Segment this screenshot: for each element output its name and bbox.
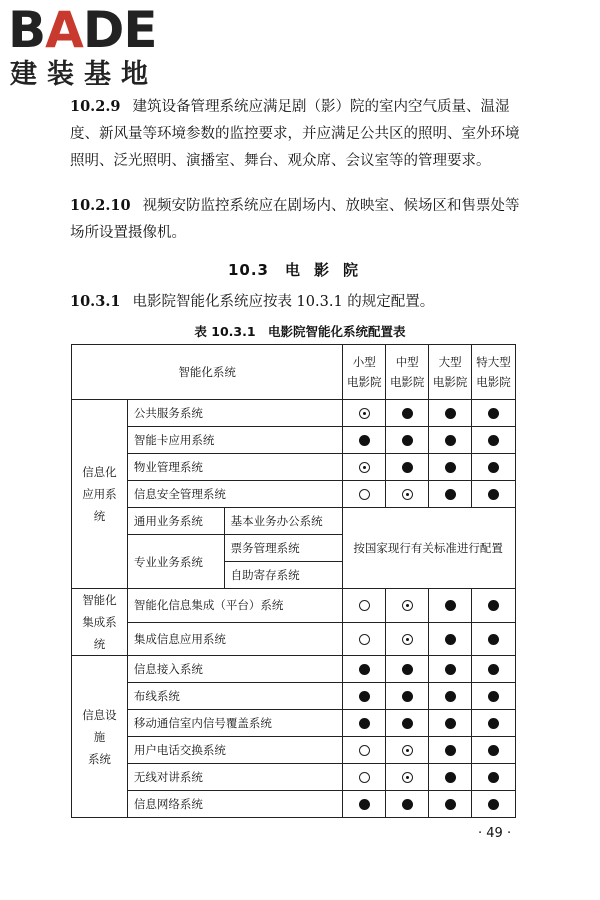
filled-circle-icon: [445, 799, 456, 810]
table-row: [72, 481, 516, 508]
row-label: 公共服务系统: [127, 400, 342, 427]
filled-circle-icon: [488, 799, 499, 810]
header-col: 特大型 电影院: [472, 345, 516, 400]
filled-circle-icon: [488, 772, 499, 783]
table-row: [72, 454, 516, 481]
config-mark-cell: [472, 427, 516, 454]
row-label: 布线系统: [127, 683, 342, 710]
dotted-circle-icon: [402, 772, 413, 783]
clause-10-3-1: 10.3.1 电影院智能化系统应按表 10.3.1 的规定配置。: [70, 293, 435, 310]
group-label: 信息化 应用系统: [72, 400, 128, 589]
dotted-circle-icon: [359, 462, 370, 473]
empty-circle-icon: [359, 772, 370, 783]
config-mark-cell: [472, 710, 516, 737]
table-row: [72, 764, 516, 791]
config-mark-cell: [472, 622, 516, 656]
filled-circle-icon: [402, 462, 413, 473]
filled-circle-icon: [402, 664, 413, 675]
config-mark-cell: [472, 400, 516, 427]
table-row: [72, 737, 516, 764]
config-mark-cell: [343, 454, 386, 481]
config-mark-cell: [472, 481, 516, 508]
table-row: [72, 508, 516, 535]
config-mark-cell: [343, 589, 386, 623]
general-business-item: 基本业务办公系统: [224, 508, 343, 535]
filled-circle-icon: [445, 634, 456, 645]
config-mark-cell: [343, 764, 386, 791]
filled-circle-icon: [445, 435, 456, 446]
config-mark-cell: [343, 481, 386, 508]
config-mark-cell: [386, 764, 429, 791]
config-mark-cell: [386, 656, 429, 683]
config-mark-cell: [386, 710, 429, 737]
config-mark-cell: [343, 791, 386, 818]
filled-circle-icon: [488, 489, 499, 500]
clause-10-2-9: 10.2.9 建筑设备管理系统应满足剧（影）院的室内空气质量、温湿度、新风量等环境参数的监控要求，并应满足公共区的照明、室外环境照明、泛光照明、演播室、舞台、观众席、会议室等的管理要求。: [70, 98, 520, 169]
filled-circle-icon: [445, 600, 456, 611]
special-business-item: 自助寄存系统: [224, 562, 343, 589]
dotted-circle-icon: [402, 489, 413, 500]
config-mark-cell: [343, 710, 386, 737]
row-label: 无线对讲系统: [127, 764, 342, 791]
filled-circle-icon: [488, 435, 499, 446]
empty-circle-icon: [359, 634, 370, 645]
filled-circle-icon: [488, 634, 499, 645]
filled-circle-icon: [402, 408, 413, 419]
row-label: 信息网络系统: [127, 791, 342, 818]
filled-circle-icon: [402, 799, 413, 810]
config-mark-cell: [343, 683, 386, 710]
table-row: [72, 400, 516, 427]
empty-circle-icon: [359, 745, 370, 756]
page-number: · 49 ·: [478, 826, 512, 841]
clause-10-2-10: 10.2.10 视频安防监控系统应在剧场内、放映室、候场区和售票处等场所设置摄像机。: [70, 197, 520, 241]
filled-circle-icon: [402, 691, 413, 702]
table-caption: 表 10.3.1 电影院智能化系统配置表: [194, 324, 406, 339]
group-label: 智能化 集成系统: [72, 589, 128, 656]
config-mark-cell: [343, 737, 386, 764]
logo-subtitle: 建装基地: [10, 59, 158, 90]
table-row: [72, 656, 516, 683]
table-row: [72, 427, 516, 454]
empty-circle-icon: [359, 600, 370, 611]
filled-circle-icon: [488, 718, 499, 729]
filled-circle-icon: [445, 745, 456, 756]
special-business-item: 票务管理系统: [224, 535, 343, 562]
general-business-label: 通用业务系统: [127, 508, 224, 535]
dotted-circle-icon: [359, 408, 370, 419]
filled-circle-icon: [402, 435, 413, 446]
row-label: 用户电话交换系统: [127, 737, 342, 764]
filled-circle-icon: [445, 691, 456, 702]
filled-circle-icon: [488, 745, 499, 756]
table-row: [72, 683, 516, 710]
row-label: 集成信息应用系统: [127, 622, 342, 656]
row-label: 信息安全管理系统: [127, 481, 342, 508]
filled-circle-icon: [445, 718, 456, 729]
header-system: 智能化系统: [72, 345, 343, 400]
dotted-circle-icon: [402, 634, 413, 645]
config-mark-cell: [386, 737, 429, 764]
row-label: 移动通信室内信号覆盖系统: [127, 710, 342, 737]
empty-circle-icon: [359, 489, 370, 500]
business-note: 按国家现行有关标准进行配置: [343, 508, 516, 589]
row-label: 智能卡应用系统: [127, 427, 342, 454]
table-header-row: [72, 345, 516, 400]
filled-circle-icon: [445, 489, 456, 500]
filled-circle-icon: [402, 718, 413, 729]
config-mark-cell: [472, 683, 516, 710]
header-col: 中型 电影院: [386, 345, 429, 400]
config-mark-cell: [386, 622, 429, 656]
config-table: [71, 344, 516, 818]
config-mark-cell: [429, 710, 472, 737]
filled-circle-icon: [445, 408, 456, 419]
filled-circle-icon: [488, 408, 499, 419]
config-mark-cell: [429, 656, 472, 683]
config-mark-cell: [429, 737, 472, 764]
config-mark-cell: [343, 622, 386, 656]
config-mark-cell: [386, 481, 429, 508]
group-label: 信息设施 系统: [72, 656, 128, 818]
config-mark-cell: [429, 764, 472, 791]
row-label: 物业管理系统: [127, 454, 342, 481]
dotted-circle-icon: [402, 600, 413, 611]
filled-circle-icon: [488, 664, 499, 675]
config-mark-cell: [386, 683, 429, 710]
config-mark-cell: [386, 589, 429, 623]
table-row: [72, 622, 516, 656]
section-heading: 10.3 电影院: [227, 261, 373, 279]
filled-circle-icon: [359, 799, 370, 810]
filled-circle-icon: [445, 772, 456, 783]
header-col: 小型 电影院: [343, 345, 386, 400]
config-mark-cell: [429, 683, 472, 710]
header-col: 大型 电影院: [429, 345, 472, 400]
dotted-circle-icon: [402, 745, 413, 756]
config-mark-cell: [429, 481, 472, 508]
config-mark-cell: [386, 427, 429, 454]
filled-circle-icon: [488, 462, 499, 473]
filled-circle-icon: [445, 462, 456, 473]
config-mark-cell: [429, 622, 472, 656]
config-mark-cell: [429, 454, 472, 481]
filled-circle-icon: [359, 435, 370, 446]
table-row: [72, 589, 516, 623]
row-label: 智能化信息集成（平台）系统: [127, 589, 342, 623]
table-row: [72, 791, 516, 818]
config-mark-cell: [472, 454, 516, 481]
filled-circle-icon: [359, 691, 370, 702]
config-mark-cell: [386, 791, 429, 818]
config-mark-cell: [343, 427, 386, 454]
config-mark-cell: [386, 400, 429, 427]
config-mark-cell: [472, 737, 516, 764]
filled-circle-icon: [488, 691, 499, 702]
filled-circle-icon: [488, 600, 499, 611]
filled-circle-icon: [359, 718, 370, 729]
config-mark-cell: [429, 791, 472, 818]
bade-logo: [8, 1, 178, 92]
filled-circle-icon: [445, 664, 456, 675]
special-business-label: 专业业务系统: [127, 535, 224, 589]
config-mark-cell: [472, 791, 516, 818]
filled-circle-icon: [359, 664, 370, 675]
config-mark-cell: [343, 400, 386, 427]
row-label: 信息接入系统: [127, 656, 342, 683]
config-mark-cell: [429, 400, 472, 427]
table-row: [72, 710, 516, 737]
config-mark-cell: [472, 764, 516, 791]
config-mark-cell: [429, 589, 472, 623]
config-mark-cell: [472, 656, 516, 683]
config-mark-cell: [343, 656, 386, 683]
logo-wordmark: BADE: [8, 1, 157, 59]
config-mark-cell: [386, 454, 429, 481]
config-mark-cell: [429, 427, 472, 454]
config-mark-cell: [472, 589, 516, 623]
